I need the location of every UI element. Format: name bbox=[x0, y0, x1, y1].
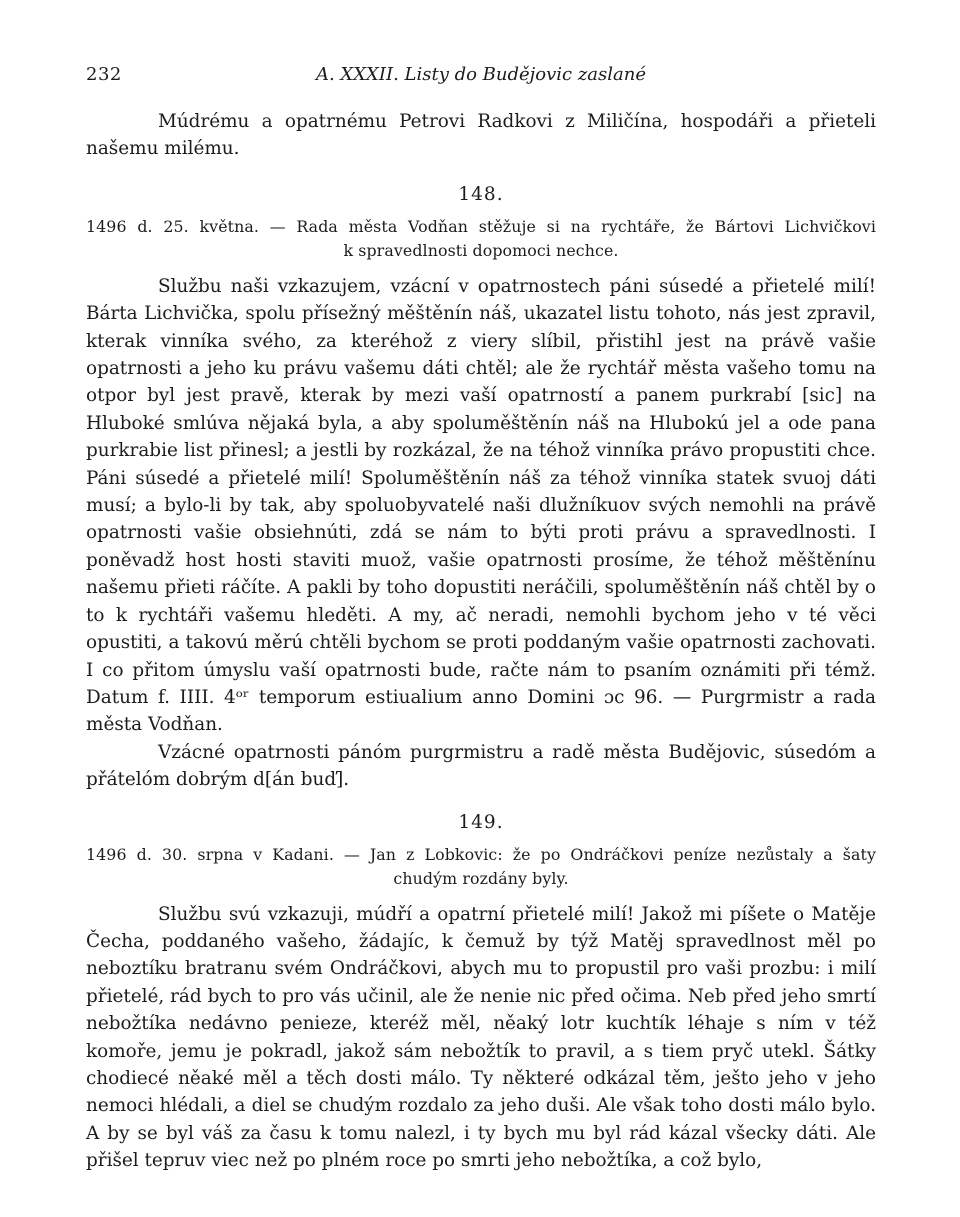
letter-body: Službu svú vzkazuji, múdří a opatrní přietelé milí! Jakož mi píšete o Matěje Čecha, poddaného vašeho, žádajíc, k čemuž by týž Matěj spravedlnost měl po neboztíku bratranu svém Ondráčkovi, abych mu to propustil pro vaši prozbu: i milí přietelé, rád bych to pro vás učinil, ale že nenie nic před očima. Neb před jeho smrtí nebožtíka nedávno penieze, kteréž měl, něaký lotr kuchtík léhaje s ním v též komoře, jemu je pokradl, jakož sám nebožtík to pravil, a s tiem pryč utekl. Šátky chodiecé něaké měl a těch dosti málo. Ty některé odkázal těm, ješto jeho v jeho nemoci hlédali, a diel se chudým rozdalo za jeho duši. Ale však toho dosti málo bylo. A by se byl váš za času k tomu nalezl, i ty bych mu byl rád kázal všecky dáti. Ale přišel tepruv viec než po plném roce po smrti jeho nebožtíka, a což bylo, bbox=[86, 903, 876, 1172]
document-number: 149. bbox=[458, 811, 504, 833]
regest-line: 1496 d. 25. května. — Rada města Vodňan stěžuje si na rychtáře, že Bártovi Lichvičkovi bbox=[86, 216, 876, 236]
regest-line: 1496 d. 30. srpna v Kadani. — Jan z Lobkovic: že po Ondráčkovi peníze nezůstaly a šaty bbox=[86, 844, 876, 864]
document-regest bbox=[86, 843, 876, 891]
page-number: 232 bbox=[86, 64, 122, 85]
opening-address: Múdrému a opatrnému Petrovi Radkovi z Miličína, hospodáři a přieteli našemu milému. bbox=[86, 111, 876, 160]
page bbox=[86, 56, 876, 1175]
letter-address: Vzácné opatrnosti pánóm purgrmistru a radě města Budějovic, súsedóm a přátelóm dobrým d[án buď]. bbox=[86, 741, 876, 791]
regest-line: chudým rozdány byly. bbox=[393, 868, 569, 888]
document-number: 148. bbox=[458, 183, 504, 205]
letter-body: Službu naši vzkazujem, vzácní v opatrnostech páni súsedé a přietelé milí! Bárta Lichvička, spolu přísežný měštěnín náš, ukazatel listu tohoto, nás jest zpravil, kterak vinníka svého, za kteréhož z viery slíbil, přistihl jest na právě vašie opatrnosti a jeho ku právu vašemu dáti chtěl; ale že rychtář města vašeho tomu na otpor byl jest pravě, kterak by mezi vaší opatrností a panem purkrabí [sic] na Hluboké smlúva nějaká byla, a aby spoluměštěnín náš na Hlubokú jel a ode pana purkrabie list přinesl; a jestli by rozkázal, že na téhož vinníka právo propustiti chce. Páni súsedé a přietelé milí! Spoluměštěnín náš za téhož vinníka statek svuoj dáti musí; a bylo-li by tak, aby spoluobyvatelé naši dlužníkuov svých nemohli na právě opatrnosti vašie obsiehnúti, zdá se nám to býti proti právu a spravedlnosti. I poněvadž host hosti staviti muož, vašie opatrnosti prosíme, že téhož měštěnínu našemu přieti ráčíte. A pakli by toho dopustiti neráčili, spoluměštěnín náš chtěl by o to k rychtáři vašemu hleděti. A my, ač neradi, nemohli bychom jeho v té věci opustiti, a takovú měrú chtěli bychom se proti poddaným vašie opatrnosti zachovati. I co přitom úmyslu vaší opatrnosti bude, račte nám to psaním oznámiti při témž. Datum f. IIII. 4ᵒʳ temporum estiualium anno Domini ɔc 96. — Purgrmistr a rada města Vodňan. bbox=[86, 275, 876, 736]
running-head: A. XXXII. Listy do Budějovic zaslané bbox=[315, 64, 647, 85]
page-header bbox=[86, 56, 876, 90]
document-regest bbox=[86, 215, 876, 263]
regest-line: k spravedlnosti dopomoci nechce. bbox=[343, 240, 619, 260]
